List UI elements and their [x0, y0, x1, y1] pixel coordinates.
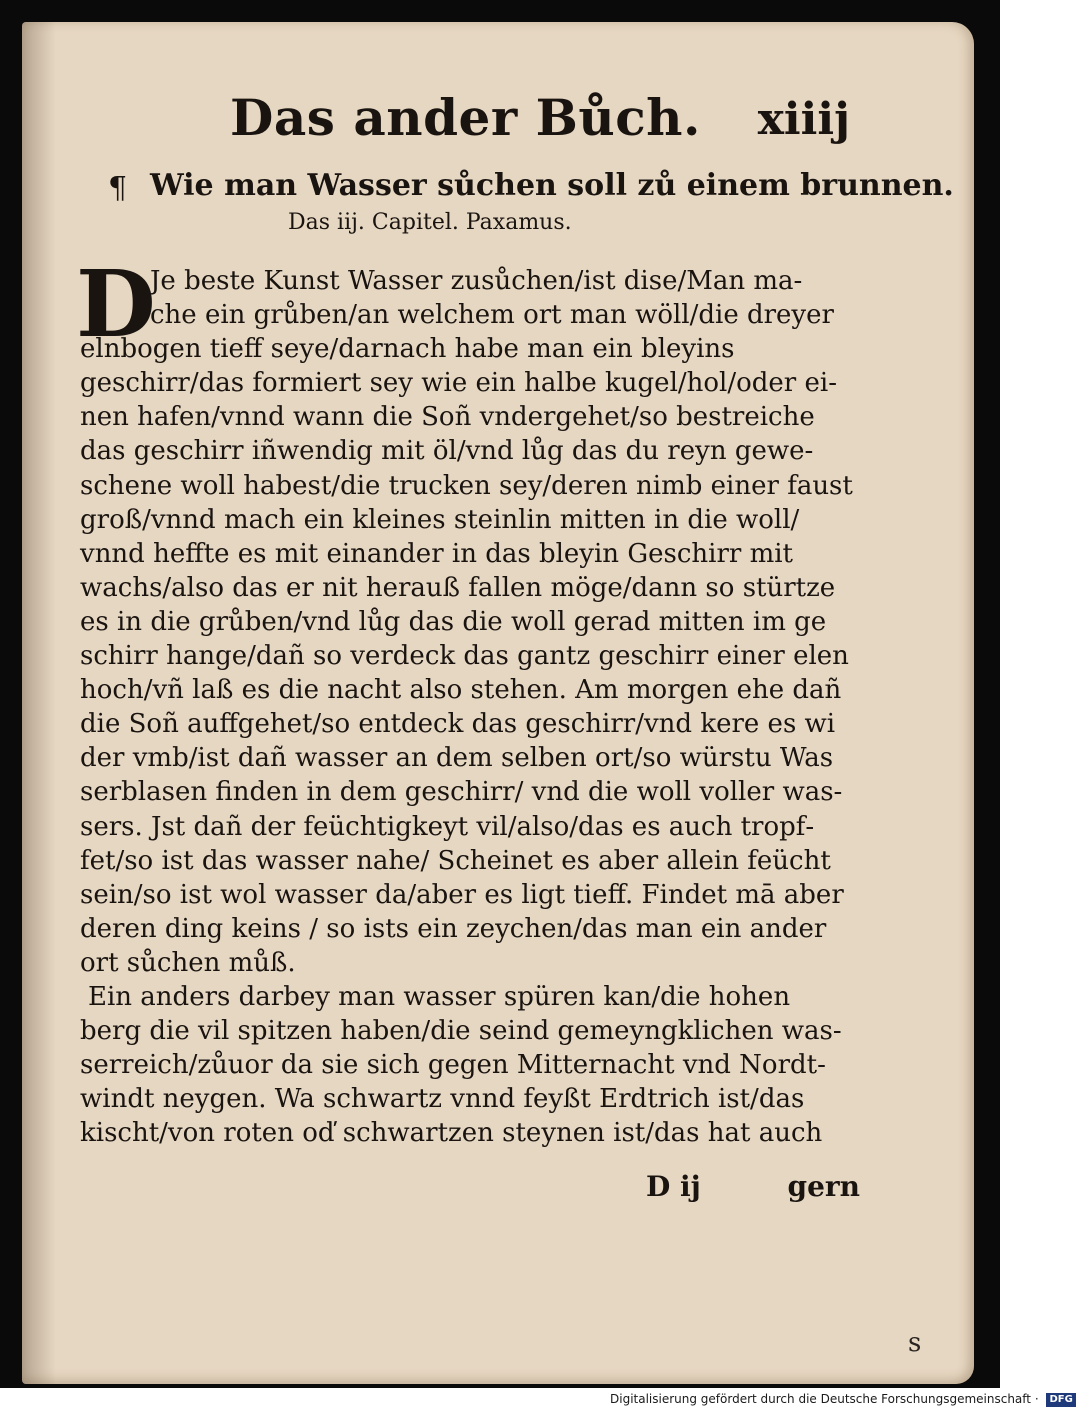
- chapter-title: Wie man Wasser sůchen soll zů einem brunnen.: [150, 168, 954, 203]
- text-line: nen hafen/vnnd wann die Soñ vndergehet/so bestreiche: [80, 402, 815, 433]
- text-line: vnnd heffte es mit einander in das bleyin Geschirr mit: [80, 538, 793, 569]
- text-line: elnbogen tieff seye/darnach habe man ein bleyins: [80, 334, 735, 365]
- text-line: kischt/von roten oď schwartzen steynen ist/das hat auch: [80, 1118, 823, 1149]
- text-line: hoch/vñ laß es die nacht also stehen. Am morgen ehe dañ: [80, 675, 842, 706]
- text-line: windt neygen. Wa schwartz vnnd feyßt Erdtrich ist/das: [80, 1084, 805, 1115]
- text-line: serreich/zůuor da sie sich gegen Mitternacht vnd Nordt‑: [80, 1050, 826, 1081]
- text-line: fet/so ist das wasser nahe/ Scheinet es aber allein feücht: [80, 845, 831, 876]
- text-line: che ein grůben/an welchem ort man wöll/die dreyer: [150, 300, 834, 331]
- pilcrow-icon: ¶: [108, 171, 128, 206]
- body-text: [80, 264, 860, 1150]
- text-line: schirr hange/dañ so verdeck das gantz geschirr einer elen: [80, 641, 849, 672]
- folio-number: xiiij: [757, 94, 850, 145]
- text-line: schene woll habest/die trucken sey/deren nimb einer faust: [80, 470, 853, 501]
- text-line: deren ding keins / so ists ein zeychen/das man ein ander: [80, 913, 827, 944]
- footer-text: Digitalisierung gefördert durch die Deutsche Forschungsgemeinschaft ·: [610, 1392, 1039, 1406]
- digitization-footer: [610, 1390, 1076, 1408]
- text-line: ort sůchen můß.: [80, 947, 296, 978]
- running-title: Das ander Bůch.: [230, 88, 701, 147]
- text-line: groß/vnnd mach ein kleines steinlin mitten in die woll/: [80, 504, 800, 535]
- text-line: das geschirr iñwendig mit öl/vnd lůg das du reyn gewe‑: [80, 436, 814, 467]
- page-header: [230, 88, 850, 158]
- chapter-subtitle: Das iij. Capitel. Paxamus.: [288, 210, 572, 235]
- text-line: die Soñ auffgehet/so entdeck das geschirr/vnd kere es wi: [80, 709, 836, 740]
- signature-mark: D ij: [646, 1170, 701, 1203]
- text-line: sers. Jst dañ der feüchtigkeyt vil/also/das es auch tropf‑: [80, 811, 815, 842]
- text-line: geschirr/das formiert sey wie ein halbe kugel/hol/oder ei‑: [80, 368, 837, 399]
- text-line: es in die grůben/vnd lůg das die woll gerad mitten im ge: [80, 606, 827, 637]
- dfg-logo-icon: DFG: [1046, 1393, 1075, 1407]
- text-line: Je beste Kunst Wasser zusůchen/ist dise/Man ma‑: [150, 266, 803, 296]
- text-line: wachs/also das er nit herauß fallen möge/dann so stürtze: [80, 572, 836, 603]
- text-line: serblasen finden in dem geschirr/ vnd die woll voller was‑: [80, 777, 843, 808]
- text-line: Ein anders darbey man wasser spüren kan/die hohen: [88, 981, 791, 1012]
- catchword-line: [640, 1170, 860, 1210]
- text-line: der vmb/ist dañ wasser an dem selben ort/so würstu Was: [80, 743, 834, 774]
- pencil-marginalia: s: [908, 1328, 922, 1358]
- text-line: sein/so ist wol wasser da/aber es ligt tieff. Findet mā aber: [80, 879, 844, 910]
- drop-cap-initial: D: [76, 250, 156, 358]
- catchword: gern: [787, 1170, 860, 1203]
- text-line: berg die vil spitzen haben/die seind gemeyngklichen was‑: [80, 1016, 842, 1047]
